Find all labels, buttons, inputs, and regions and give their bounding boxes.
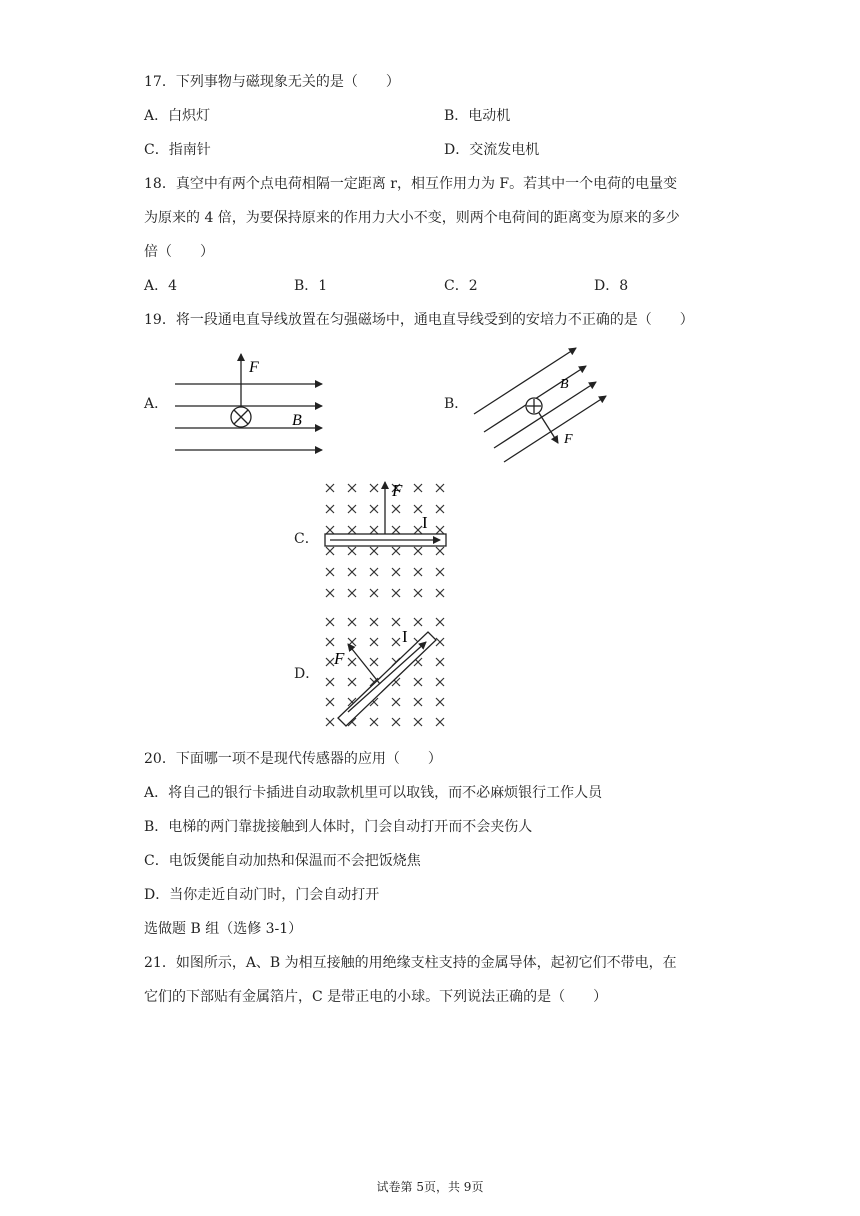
- q20-stem: 20．下面哪一项不是现代传感器的应用（ ）: [144, 751, 442, 767]
- q21-line-1: 21．如图所示，A、B 为相互接触的用绝缘支柱支持的金属导体，起初它们不带电，在: [144, 955, 677, 971]
- fig-d-current-label: I: [402, 627, 408, 646]
- q17-option-c: C．指南针: [144, 142, 211, 158]
- q18-line-1: 18．真空中有两个点电荷相隔一定距离 r，相互作用力为 F。若其中一个电荷的电量变: [144, 176, 678, 192]
- q19-label-c: C．: [294, 531, 319, 547]
- fig-a-force-label: F: [249, 359, 259, 376]
- q20-option-a: A．将自己的银行卡插进自动取款机里可以取钱，而不必麻烦银行工作人员: [144, 785, 603, 801]
- q18-option-a: A．4: [144, 278, 178, 294]
- q18-line-3: 倍（ ）: [144, 244, 214, 260]
- q19-stem: 19．将一段通电直导线放置在匀强磁场中，通电直导线受到的安培力不正确的是（ ）: [144, 312, 694, 328]
- q19-label-b: B．: [444, 396, 469, 412]
- q18-option-c: C．2: [444, 278, 478, 294]
- q17-option-b: B．电动机: [444, 108, 511, 124]
- q17-option-a: A．白炽灯: [144, 108, 211, 124]
- q19-figure-c: [318, 476, 450, 606]
- fig-b-force-label: F: [564, 432, 573, 447]
- fig-c-force-label: F: [392, 481, 403, 500]
- q19-label-d: D．: [294, 666, 320, 682]
- q20-option-d: D．当你走近自动门时，门会自动打开: [144, 887, 380, 903]
- q20-option-c: C．电饭煲能自动加热和保温而不会把饭烧焦: [144, 853, 421, 869]
- q19-figure-d: [318, 610, 450, 734]
- page-footer: 试卷第 5页，共 9页: [376, 1180, 484, 1194]
- q21-line-2: 它们的下部贴有金属箔片，C 是带正电的小球。下列说法正确的是（ ）: [144, 989, 608, 1005]
- q19-figure-b: [470, 340, 620, 466]
- q19-figure-a: [170, 348, 330, 458]
- fig-c-current-label: I: [422, 513, 428, 532]
- fig-a-field-label: B: [292, 412, 302, 429]
- q17-stem: 17．下列事物与磁现象无关的是（ ）: [144, 74, 400, 90]
- q17-option-d: D．交流发电机: [444, 142, 540, 158]
- fig-d-force-label: F: [334, 649, 345, 668]
- q18-option-d: D．8: [594, 278, 629, 294]
- q18-line-2: 为原来的 4 倍，为要保持原来的作用力大小不变，则两个电荷间的距离变为原来的多少: [144, 210, 680, 226]
- q18-option-b: B．1: [294, 278, 328, 294]
- q20-option-b: B．电梯的两门靠拢接触到人体时，门会自动打开而不会夹伤人: [144, 819, 533, 835]
- fig-b-field-label: B: [560, 377, 569, 392]
- section-heading: 选做题 B 组（选修 3-1）: [144, 921, 303, 937]
- q19-label-a: A．: [144, 396, 169, 412]
